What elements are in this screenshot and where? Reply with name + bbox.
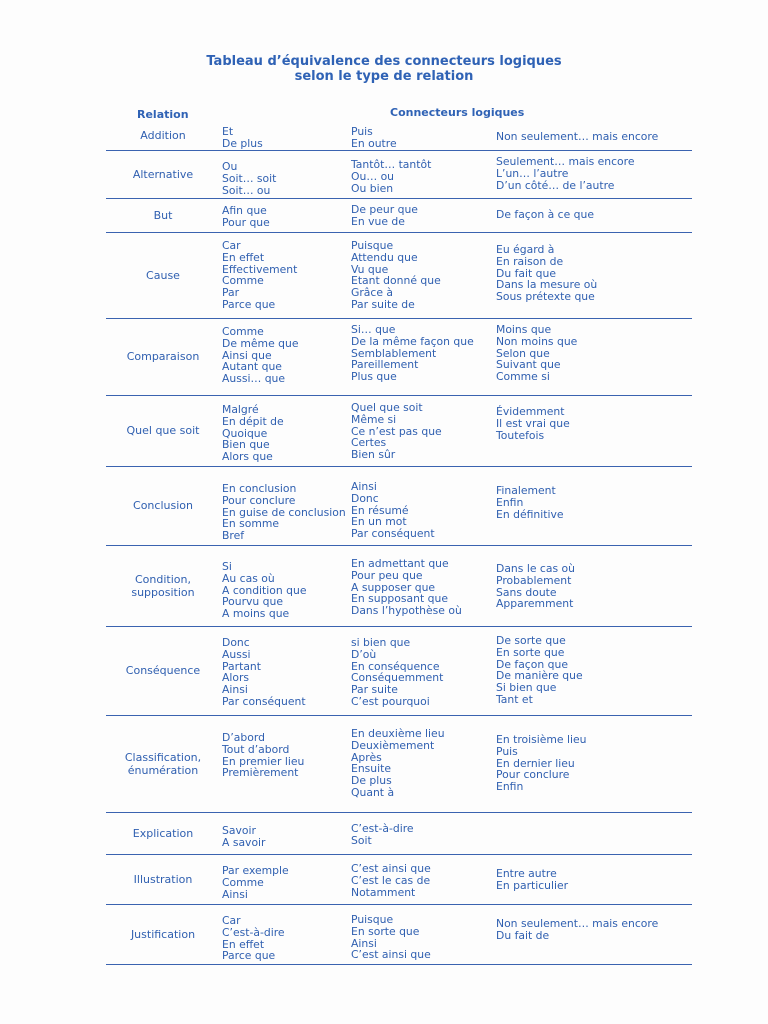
connector-item: Aussi bbox=[222, 647, 251, 661]
connector-item: De même que bbox=[222, 336, 299, 350]
connector-item: Vu que bbox=[351, 262, 389, 276]
connector-item: Conséquemment bbox=[351, 671, 444, 685]
connector-item: De plus bbox=[351, 774, 392, 788]
connector-item: En conclusion bbox=[222, 482, 297, 495]
connector-item: Ainsi bbox=[351, 936, 377, 950]
connector-item: Par conséquent bbox=[351, 527, 435, 541]
relation-label: Justification bbox=[130, 927, 196, 941]
connector-item: Et bbox=[222, 125, 234, 138]
connector-item: Ou bien bbox=[351, 181, 394, 195]
connector-item: Bien que bbox=[222, 438, 270, 452]
connector-item: Si bbox=[222, 560, 232, 573]
connector-item: C’est le cas de bbox=[351, 873, 431, 887]
connector-item: Quant à bbox=[351, 785, 395, 799]
connector-column-1 bbox=[222, 865, 289, 900]
connector-item: Selon que bbox=[496, 346, 550, 360]
connector-item: D’un côté… de l’autre bbox=[496, 178, 615, 192]
connector-item: Au cas où bbox=[222, 571, 275, 585]
connector-column-2 bbox=[351, 914, 431, 961]
connector-item: Soit… ou bbox=[222, 183, 271, 197]
connector-item: Puisque bbox=[351, 239, 394, 252]
connector-item: Si… que bbox=[351, 323, 396, 336]
connector-item: Pareillement bbox=[351, 358, 419, 372]
connector-item: Certes bbox=[351, 436, 387, 450]
connector-item: D’abord bbox=[222, 731, 265, 744]
connector-item: Non seulement… mais encore bbox=[496, 130, 659, 143]
connector-column-1 bbox=[222, 205, 270, 229]
relation-label: Addition bbox=[140, 129, 186, 143]
connector-item: Alors bbox=[222, 671, 250, 685]
connector-item: Pourvu que bbox=[222, 595, 284, 609]
table-row bbox=[106, 855, 692, 905]
connector-column-1 bbox=[222, 637, 306, 708]
connector-item: De peur que bbox=[351, 203, 418, 216]
connector-item: En guise de conclusion bbox=[222, 505, 346, 519]
connector-column-3 bbox=[496, 131, 658, 143]
connector-item: Effectivement bbox=[222, 262, 298, 276]
connector-column-3 bbox=[496, 734, 586, 793]
header-relation: Relation bbox=[137, 108, 189, 121]
relation-label: Classification, énumération bbox=[124, 751, 202, 777]
connector-item: Probablement bbox=[496, 573, 572, 587]
table-row bbox=[106, 233, 692, 319]
connector-item: A savoir bbox=[222, 835, 266, 849]
relation-label: Illustration bbox=[133, 872, 193, 886]
connector-item: En effet bbox=[222, 250, 265, 264]
connector-column-3 bbox=[496, 918, 658, 942]
connector-column-2 bbox=[351, 204, 418, 228]
connector-item: Bien sûr bbox=[351, 448, 396, 462]
connector-item: A supposer que bbox=[351, 580, 436, 594]
connector-item: Partant bbox=[222, 659, 262, 673]
connector-item: De plus bbox=[222, 136, 263, 150]
connector-item: Parce que bbox=[222, 297, 276, 311]
connector-item: Premièrement bbox=[222, 766, 299, 780]
relation-label: Comparaison bbox=[126, 350, 200, 364]
connector-item: En un mot bbox=[351, 515, 407, 529]
connector-item: Tantôt… tantôt bbox=[351, 158, 432, 171]
connector-item: Sans doute bbox=[496, 585, 557, 599]
relation-label: Alternative bbox=[132, 167, 194, 181]
connector-item: Dans l’hypothèse où bbox=[351, 604, 462, 618]
connector-column-1 bbox=[222, 404, 284, 463]
connector-item: D’où bbox=[351, 647, 377, 661]
connector-item: Donc bbox=[351, 491, 379, 505]
connector-column-2 bbox=[351, 126, 397, 150]
connector-item: Par exemple bbox=[222, 864, 289, 877]
connector-item: En somme bbox=[222, 517, 280, 531]
connector-item: C’est pourquoi bbox=[351, 694, 430, 708]
connector-column-2 bbox=[351, 481, 435, 540]
connector-column-2 bbox=[351, 240, 441, 311]
connector-item: Ensuite bbox=[351, 762, 392, 776]
connector-item: Pour que bbox=[222, 215, 270, 229]
relation-label: Explication bbox=[132, 826, 194, 840]
connector-item: Seulement… mais encore bbox=[496, 155, 635, 168]
connector-item: Soit… soit bbox=[222, 171, 277, 185]
relation-label: Conséquence bbox=[125, 664, 201, 678]
connector-item: A moins que bbox=[222, 607, 290, 621]
connector-column-3 bbox=[496, 406, 570, 441]
connector-item: Par suite de bbox=[351, 297, 415, 311]
connector-column-3 bbox=[496, 868, 568, 892]
connector-item: Suivant que bbox=[496, 358, 561, 372]
connector-item: En sorte que bbox=[351, 924, 420, 938]
connector-column-3 bbox=[496, 635, 583, 706]
connector-item: En sorte que bbox=[496, 645, 565, 659]
connector-item: Car bbox=[222, 914, 241, 927]
table-row bbox=[106, 319, 692, 396]
connector-item: Puis bbox=[496, 744, 518, 758]
connector-item: En résumé bbox=[351, 503, 409, 517]
connector-item: Par bbox=[222, 286, 240, 300]
connector-item: En particulier bbox=[496, 878, 569, 892]
connector-item: Comme bbox=[222, 325, 264, 338]
connector-item: Alors que bbox=[222, 450, 273, 464]
connector-item: Etant donné que bbox=[351, 274, 441, 288]
relation-label: Conclusion bbox=[133, 499, 193, 513]
connector-item: Ainsi que bbox=[222, 348, 272, 362]
connector-item: Savoir bbox=[222, 824, 256, 837]
connector-column-2 bbox=[351, 558, 462, 617]
connector-item: Enfin bbox=[496, 780, 524, 794]
connector-item: C’est ainsi que bbox=[351, 948, 431, 962]
row-divider bbox=[106, 964, 692, 965]
connector-item: En dépit de bbox=[222, 414, 284, 428]
connector-item: Si bien que bbox=[496, 681, 557, 695]
connector-column-1 bbox=[222, 326, 298, 385]
connector-item: En supposant que bbox=[351, 592, 448, 606]
connector-item: C’est ainsi que bbox=[351, 862, 431, 875]
connector-item: Pour conclure bbox=[496, 768, 570, 782]
connector-column-1 bbox=[222, 915, 285, 962]
connector-item: Ainsi bbox=[222, 887, 248, 901]
connector-item: Apparemment bbox=[496, 597, 574, 611]
table-row bbox=[106, 396, 692, 467]
connector-column-2 bbox=[351, 637, 443, 708]
connector-column-1 bbox=[222, 732, 304, 779]
connector-item: Ainsi bbox=[351, 480, 377, 493]
connector-item: Bref bbox=[222, 529, 245, 543]
connector-item: Eu égard à bbox=[496, 243, 555, 256]
connector-column-3 bbox=[496, 156, 635, 191]
connector-item: L’un… l’autre bbox=[496, 166, 569, 180]
connector-item: De façon à ce que bbox=[496, 208, 595, 221]
connector-item: Ainsi bbox=[222, 683, 248, 697]
connector-column-1 bbox=[222, 126, 263, 150]
connector-item: Quel que soit bbox=[351, 401, 423, 414]
connector-item: Par conséquent bbox=[222, 694, 306, 708]
connector-column-2 bbox=[351, 159, 431, 194]
table-row bbox=[106, 905, 692, 965]
connector-item: Attendu que bbox=[351, 250, 418, 264]
connector-item: Dans la mesure où bbox=[496, 278, 598, 292]
connector-item: En outre bbox=[351, 136, 397, 150]
connector-column-1 bbox=[222, 161, 276, 196]
connector-column-3 bbox=[496, 324, 577, 383]
connector-item: En dernier lieu bbox=[496, 756, 575, 770]
connector-item: si bien que bbox=[351, 636, 411, 649]
connector-item: Notamment bbox=[351, 885, 416, 899]
connector-column-3 bbox=[496, 244, 597, 303]
connector-item: Puis bbox=[351, 125, 373, 138]
connector-item: Comme bbox=[222, 875, 264, 889]
connector-item: En vue de bbox=[351, 214, 405, 228]
connector-column-1 bbox=[222, 483, 346, 542]
connector-column-3 bbox=[496, 485, 564, 520]
table-row bbox=[106, 467, 692, 546]
connector-item: C’est-à-dire bbox=[351, 822, 414, 835]
connector-item: Après bbox=[351, 750, 382, 764]
table-row bbox=[106, 813, 692, 855]
connector-item: Parce que bbox=[222, 949, 276, 963]
table-row bbox=[106, 627, 692, 716]
connector-column-2 bbox=[351, 402, 442, 461]
connector-item: Non seulement… mais encore bbox=[496, 917, 659, 930]
connector-item: Tant et bbox=[496, 692, 533, 706]
connector-item: Soit bbox=[351, 833, 372, 847]
connector-column-2 bbox=[351, 823, 414, 847]
table-row bbox=[106, 122, 692, 151]
connector-item: Dans le cas où bbox=[496, 562, 575, 575]
connector-item: De manière que bbox=[496, 669, 583, 683]
relation-label: But bbox=[153, 208, 173, 222]
connector-item: Quoique bbox=[222, 426, 268, 440]
connector-item: De sorte que bbox=[496, 634, 566, 647]
connector-item: Afin que bbox=[222, 204, 267, 217]
connector-item: En deuxième lieu bbox=[351, 727, 445, 740]
connector-item: Donc bbox=[222, 636, 250, 649]
relation-label: Cause bbox=[146, 268, 180, 282]
connector-column-1 bbox=[222, 561, 307, 620]
connector-column-1 bbox=[222, 240, 297, 311]
connector-item: Ce n’est pas que bbox=[351, 424, 442, 438]
connector-item: En raison de bbox=[496, 254, 564, 268]
connector-item: Toutefois bbox=[496, 428, 545, 442]
connector-column-2 bbox=[351, 863, 431, 898]
connector-item: A condition que bbox=[222, 583, 307, 597]
connector-item: Puisque bbox=[351, 913, 394, 926]
connector-item: De façon que bbox=[496, 657, 568, 671]
connector-item: En premier lieu bbox=[222, 754, 305, 768]
connector-item: En admettant que bbox=[351, 557, 449, 570]
connector-item: En conséquence bbox=[351, 659, 440, 673]
connector-item: Moins que bbox=[496, 323, 552, 336]
connector-item: Grâce à bbox=[351, 286, 394, 300]
connector-item: Finalement bbox=[496, 484, 556, 497]
connector-item: Entre autre bbox=[496, 867, 557, 880]
connector-column-1 bbox=[222, 825, 266, 849]
connector-item: Plus que bbox=[351, 370, 397, 384]
connector-item: C’est-à-dire bbox=[222, 925, 285, 939]
connector-item: Semblablement bbox=[351, 346, 437, 360]
connector-item: En effet bbox=[222, 937, 265, 951]
connector-item: Autant que bbox=[222, 360, 282, 374]
connector-item: Comme si bbox=[496, 370, 550, 384]
connector-item: Malgré bbox=[222, 403, 259, 416]
connector-item: Du fait de bbox=[496, 928, 550, 942]
connector-column-3 bbox=[496, 209, 594, 221]
connector-item: Tout d’abord bbox=[222, 742, 290, 756]
connector-item: Évidemment bbox=[496, 405, 565, 418]
connector-item: Comme bbox=[222, 274, 264, 288]
table-row bbox=[106, 546, 692, 627]
connector-item: En troisième lieu bbox=[496, 733, 587, 746]
connector-item: Sous prétexte que bbox=[496, 290, 595, 304]
connector-item: Ou bbox=[222, 160, 238, 173]
connector-item: Du fait que bbox=[496, 266, 557, 280]
connector-item: Par suite bbox=[351, 683, 398, 697]
document-title bbox=[0, 54, 768, 84]
connector-item: Il est vrai que bbox=[496, 416, 570, 430]
table-row bbox=[106, 199, 692, 233]
connector-column-2 bbox=[351, 324, 474, 383]
connector-item: Enfin bbox=[496, 495, 524, 509]
connector-item: Ou… ou bbox=[351, 169, 395, 183]
relation-label: Quel que soit bbox=[126, 424, 200, 438]
connector-item: Deuxièmement bbox=[351, 738, 435, 752]
title-line-2: selon le type de relation bbox=[294, 69, 474, 84]
connector-column-2 bbox=[351, 728, 445, 799]
connector-item: Même si bbox=[351, 412, 397, 426]
connector-item: Aussi… que bbox=[222, 372, 286, 386]
connector-item: Pour conclure bbox=[222, 493, 296, 507]
connector-item: De la même façon que bbox=[351, 334, 474, 348]
header-connecteurs: Connecteurs logiques bbox=[390, 106, 525, 119]
connector-column-3 bbox=[496, 563, 575, 610]
connector-item: Non moins que bbox=[496, 334, 578, 348]
relation-label: Condition, supposition bbox=[131, 573, 195, 599]
connector-item: En définitive bbox=[496, 507, 564, 521]
table-row bbox=[106, 151, 692, 199]
connector-item: Pour peu que bbox=[351, 568, 423, 582]
table-row bbox=[106, 716, 692, 813]
title-line-1: Tableau d’équivalence des connecteurs logiques bbox=[206, 54, 562, 69]
connector-item: Car bbox=[222, 239, 241, 252]
